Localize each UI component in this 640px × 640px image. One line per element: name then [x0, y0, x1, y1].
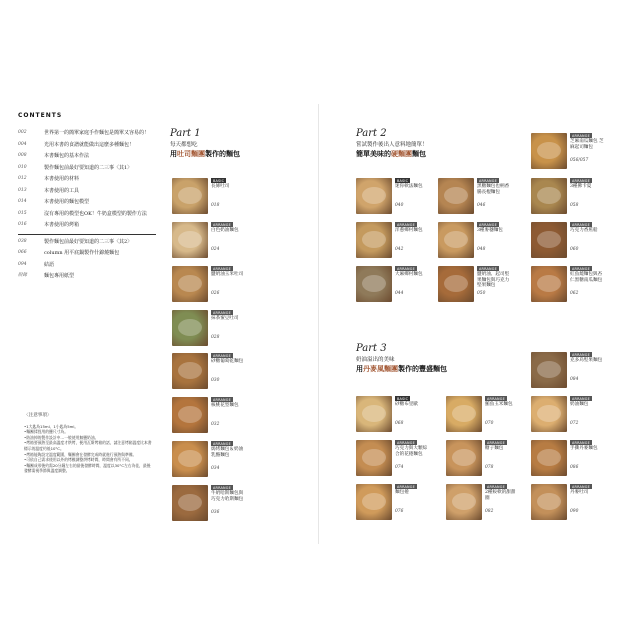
bread-photo: [356, 484, 392, 520]
toc-text: 光用本書的食譜就能做出這麼多種麵包！: [44, 141, 135, 148]
part1-subtitle: 每天都想吃: [170, 142, 198, 148]
recipe-tag: ARRANGE: [213, 310, 231, 315]
recipe-tag: ARRANGE: [572, 440, 590, 445]
toc-entry[interactable]: [18, 176, 156, 183]
recipe-card[interactable]: [438, 178, 510, 218]
bread-photo: [172, 485, 208, 521]
recipe-page: 078: [485, 465, 494, 470]
recipe-page: 050: [477, 291, 486, 296]
recipe-card[interactable]: [172, 397, 239, 437]
recipe-card[interactable]: [531, 178, 595, 218]
bread-photo: [531, 266, 567, 302]
recipe-card[interactable]: [446, 484, 516, 524]
toc-text: 沒有專用的模型也OK！牛奶盒模型的製作方法: [44, 210, 147, 217]
part1-header: [170, 128, 240, 159]
recipe-card[interactable]: [356, 440, 428, 480]
toc-entry[interactable]: [18, 130, 156, 137]
recipe-card[interactable]: [172, 441, 244, 481]
toc-page: 012: [18, 176, 27, 181]
toc-text: 本書使用的材料: [44, 176, 80, 182]
toc-text: 世界第一的簡單家庭手作麵包是簡單又容易的！: [44, 130, 150, 136]
recipe-tag: ARRANGE: [487, 484, 505, 489]
recipe-card[interactable]: [446, 440, 510, 480]
bread-photo: [172, 441, 208, 477]
bread-photo: [531, 133, 567, 169]
recipe-tag: ARRANGE: [572, 484, 590, 489]
recipe-card[interactable]: [446, 396, 513, 436]
recipe-name: 長條吐司: [211, 184, 230, 189]
recipe-tag: ARRANGE: [213, 222, 231, 227]
recipe-name: 鹽奶油玉米吐司: [211, 272, 244, 277]
toc-page: 094: [18, 261, 27, 267]
recipe-page: 046: [477, 203, 486, 208]
toc-page: 013: [18, 187, 27, 193]
bread-photo: [531, 178, 567, 214]
recipe-name: 芝麻南瓜麵包 芝麻起司麵包: [570, 139, 604, 150]
toc-page: 附錄: [18, 273, 27, 278]
recipe-card[interactable]: [438, 266, 510, 306]
recipe-page: 084: [570, 377, 579, 382]
notes-title: 〈注意事項〉: [24, 413, 52, 418]
recipe-tag: ARRANGE: [479, 178, 497, 183]
recipe-name: 克多烏堅果麵包: [570, 358, 603, 363]
bread-photo: [446, 396, 482, 432]
recipe-name: 黑糖麵包也柄香腸長棍麵包: [477, 184, 510, 195]
bread-photo: [172, 397, 208, 433]
recipe-tag: ARRANGE: [213, 397, 231, 402]
recipe-name: 抹茶蜜豆吐司: [211, 316, 239, 321]
toc-page: 015: [18, 210, 27, 216]
recipe-tag: ARRANGE: [572, 133, 590, 138]
recipe-card[interactable]: [531, 352, 603, 392]
part2-subtitle: 嘗試製作後出人意料地簡單！: [356, 142, 428, 148]
toc-page: 066: [18, 250, 27, 255]
recipe-page: 068: [395, 421, 404, 426]
recipe-page: 040: [395, 203, 404, 208]
toc-text: 本書使用的烤箱: [44, 222, 80, 228]
page-gutter: [318, 104, 319, 544]
recipe-card[interactable]: [438, 222, 502, 262]
bread-photo: [356, 222, 392, 258]
recipe-name: 迷你軟法麵包: [395, 184, 423, 189]
recipe-tag: ARRANGE: [572, 178, 590, 183]
recipe-name: 3種麥穗麵包: [477, 228, 503, 233]
recipe-card[interactable]: [172, 485, 244, 525]
recipe-card[interactable]: [531, 396, 595, 436]
recipe-tag: ARRANGE: [572, 352, 590, 357]
recipe-name: 砂糖布里歐: [395, 402, 418, 407]
bread-photo: [438, 178, 474, 214]
recipe-card[interactable]: [172, 310, 239, 350]
bread-photo: [531, 352, 567, 388]
recipe-tag: ARRANGE: [397, 440, 415, 445]
bread-photo: [531, 222, 567, 258]
recipe-card[interactable]: [356, 222, 423, 262]
recipe-name: 奶油麵包: [570, 402, 589, 407]
toc-entry[interactable]: [18, 250, 156, 257]
toc-page: 004: [18, 141, 27, 147]
recipe-name: 大麻鄉村麵包: [395, 272, 423, 277]
contents-list: [18, 130, 156, 285]
recipe-tag: BASIC: [397, 178, 409, 183]
toc-page: 016: [18, 222, 27, 227]
recipe-card[interactable]: [356, 396, 420, 436]
recipe-tag: BASIC: [397, 396, 409, 401]
toc-entry[interactable]: [18, 142, 156, 149]
recipe-name: 2種較軟的甜甜圈: [485, 490, 516, 501]
toc-page: 038: [18, 238, 27, 244]
recipe-name: 鹽奶油、起司堅果麵包與巧克力堅果麵包: [477, 272, 510, 288]
recipe-name: 手撕丹麥麵包: [570, 446, 598, 451]
bread-photo: [172, 353, 208, 389]
toc-entry[interactable]: [18, 262, 156, 269]
recipe-name: 巧克力香蕉船: [570, 228, 598, 233]
recipe-name: 丹麥吐司: [570, 490, 589, 495]
bread-photo: [356, 178, 392, 214]
note-line: •麵團揉捏用的鹽尺寸為。: [24, 429, 69, 435]
bread-photo: [356, 440, 392, 476]
recipe-tag: ARRANGE: [397, 266, 415, 271]
recipe-page: 090: [570, 509, 579, 514]
part2-label: Part 2: [356, 128, 387, 139]
recipe-card[interactable]: [172, 222, 239, 262]
recipe-page: 082: [485, 509, 494, 514]
toc-entry[interactable]: [18, 211, 156, 218]
recipe-card[interactable]: [531, 440, 598, 480]
recipe-card[interactable]: [531, 222, 598, 262]
bread-photo: [172, 178, 208, 214]
recipe-tag: ARRANGE: [397, 222, 415, 227]
recipe-page: 070: [485, 421, 494, 426]
toc-divider: [18, 234, 156, 235]
toc-entry[interactable]: [18, 153, 156, 160]
recipe-page: 056/057: [570, 158, 589, 163]
bread-photo: [446, 484, 482, 520]
toc-entry[interactable]: [18, 188, 156, 195]
recipe-page: 072: [570, 421, 579, 426]
recipe-page: 028: [211, 335, 220, 340]
bread-photo: [531, 484, 567, 520]
recipe-card[interactable]: [172, 353, 244, 393]
bread-photo: [531, 440, 567, 476]
recipe-name: 白色奶油麵包: [211, 228, 239, 233]
recipe-card[interactable]: [172, 266, 244, 306]
bread-photo: [531, 396, 567, 432]
toc-text: 本書使用的麵包模型: [44, 199, 90, 205]
recipe-card[interactable]: [531, 133, 604, 173]
part1-title: 用吐司麵團製作的麵包: [170, 149, 240, 158]
recipe-page: 024: [211, 247, 220, 252]
recipe-page: 034: [211, 466, 220, 471]
toc-text: 製作麵包前最好要知道的二三事〈其1〉: [44, 164, 133, 171]
recipe-name: 焗烤麵包＆奶油乳酪麵包: [211, 447, 244, 458]
recipe-name: 洋蔥鄉村麵包: [395, 228, 423, 233]
bread-photo: [446, 440, 482, 476]
bread-photo: [438, 222, 474, 258]
recipe-page: 074: [395, 465, 404, 470]
recipe-page: 062: [570, 291, 579, 296]
recipe-page: 060: [570, 247, 579, 252]
part3-label: Part 3: [356, 343, 387, 354]
toc-entry[interactable]: [18, 222, 156, 229]
bread-photo: [356, 266, 392, 302]
bread-photo: [438, 266, 474, 302]
recipe-tag: ARRANGE: [572, 396, 590, 401]
toc-entry[interactable]: [18, 273, 156, 280]
recipe-card[interactable]: [531, 266, 603, 306]
recipe-page: 018: [211, 203, 220, 208]
recipe-name: 3種佛卡夏: [570, 184, 592, 189]
recipe-tag: ARRANGE: [213, 266, 231, 271]
note-line: •麵團成形後約需20分鐘左右的最後發酵時間，溫度以30°C左右為佳，最後發酵需視季節與溫度調整。: [24, 462, 151, 474]
recipe-tag: ARRANGE: [479, 222, 497, 227]
note-line: •1大匙為15ml、1小匙為5ml。: [24, 423, 79, 429]
part2-title: 簡單美味的硬麵團麵包: [356, 149, 426, 158]
recipe-name: 砂糖葡萄乾麵包: [211, 359, 244, 364]
toc-text: 結語: [44, 261, 55, 268]
recipe-page: 030: [211, 378, 220, 383]
recipe-tag: ARRANGE: [487, 396, 505, 401]
recipe-name: 鮪魚玉米麵包: [485, 402, 513, 407]
recipe-name: 麵包捲: [395, 490, 409, 495]
recipe-card[interactable]: [172, 178, 236, 218]
recipe-name: 核桃花型麵包: [211, 403, 239, 408]
part3-title: 用丹麥風麵團製作的豐盛麵包: [356, 364, 447, 373]
recipe-tag: ARRANGE: [572, 222, 590, 227]
recipe-page: 086: [570, 465, 579, 470]
recipe-page: 042: [395, 247, 404, 252]
part3-header: [356, 343, 447, 374]
part3-subtitle: 奶油溢出的美味: [356, 357, 395, 363]
bread-photo: [172, 222, 208, 258]
bread-photo: [356, 396, 392, 432]
recipe-tag: ARRANGE: [487, 440, 505, 445]
recipe-page: 058: [570, 203, 579, 208]
recipe-tag: ARRANGE: [479, 266, 497, 271]
note-line: •烤箱能夠設定溫度範圍，麵團會在發酵完成時就進行預熱與準備。: [24, 451, 137, 457]
recipe-page: 076: [395, 509, 404, 514]
recipe-page: 044: [395, 291, 404, 296]
recipe-tag: ARRANGE: [213, 353, 231, 358]
recipe-card[interactable]: [356, 266, 423, 306]
recipe-name: 糖子麵包: [485, 446, 504, 451]
recipe-card[interactable]: [531, 484, 595, 524]
toc-text: 本書麵包的基本作法: [44, 153, 90, 159]
recipe-tag: ARRANGE: [397, 484, 415, 489]
part2-header: [356, 128, 428, 159]
bread-photo: [172, 266, 208, 302]
recipe-card[interactable]: [356, 178, 423, 218]
recipe-page: 032: [211, 422, 220, 427]
recipe-name: 紅魚燒麵包與杏仁黑糖南瓜麵包: [570, 272, 603, 283]
recipe-name: 巧克力與大顆綜合的花捲麵包: [395, 446, 428, 457]
toc-page: 002: [18, 130, 27, 135]
recipe-page: 048: [477, 247, 486, 252]
bread-photo: [172, 310, 208, 346]
note-line: •烤箱要預熱至最高溫度才烘烤，便用瓦斯烤箱的話，請注意烤箱溫度比本書標示的溫度約低10°C。: [24, 440, 152, 451]
toc-text: 本書使用的工具: [44, 187, 80, 194]
toc-text: 製作麵包前最好要知道的二三事〈其2〉: [44, 238, 133, 245]
recipe-tag: ARRANGE: [213, 485, 231, 490]
recipe-name: 牛奶哈斯麵包與巧克力哈斯麵包: [211, 491, 244, 502]
toc-text: 麵包專用紙型: [44, 273, 75, 279]
recipe-tag: ARRANGE: [572, 266, 590, 271]
recipe-tag: BASIC: [213, 178, 225, 183]
contents-heading: CONTENTS: [18, 112, 63, 119]
toc-text: column 用平底鍋製作什錦燒麵包: [44, 250, 120, 256]
toc-page: 014: [18, 199, 27, 204]
recipe-page: 026: [211, 291, 220, 296]
part1-label: Part 1: [170, 128, 201, 139]
recipe-tag: ARRANGE: [213, 441, 231, 446]
toc-entry[interactable]: [18, 165, 156, 172]
notes-box: [24, 413, 152, 474]
recipe-page: 036: [211, 510, 220, 515]
note-line: •防油掉的製作設計中…一般使用無鹽奶油。: [24, 434, 99, 440]
toc-page: 008: [18, 153, 27, 158]
toc-page: 010: [18, 164, 27, 170]
note-line: •可依自己需求使用以外的烤模調整烘烤時間，時間會有所不同。: [24, 457, 133, 463]
toc-entry[interactable]: [18, 199, 156, 206]
recipe-card[interactable]: [356, 484, 420, 524]
toc-entry[interactable]: [18, 239, 156, 246]
